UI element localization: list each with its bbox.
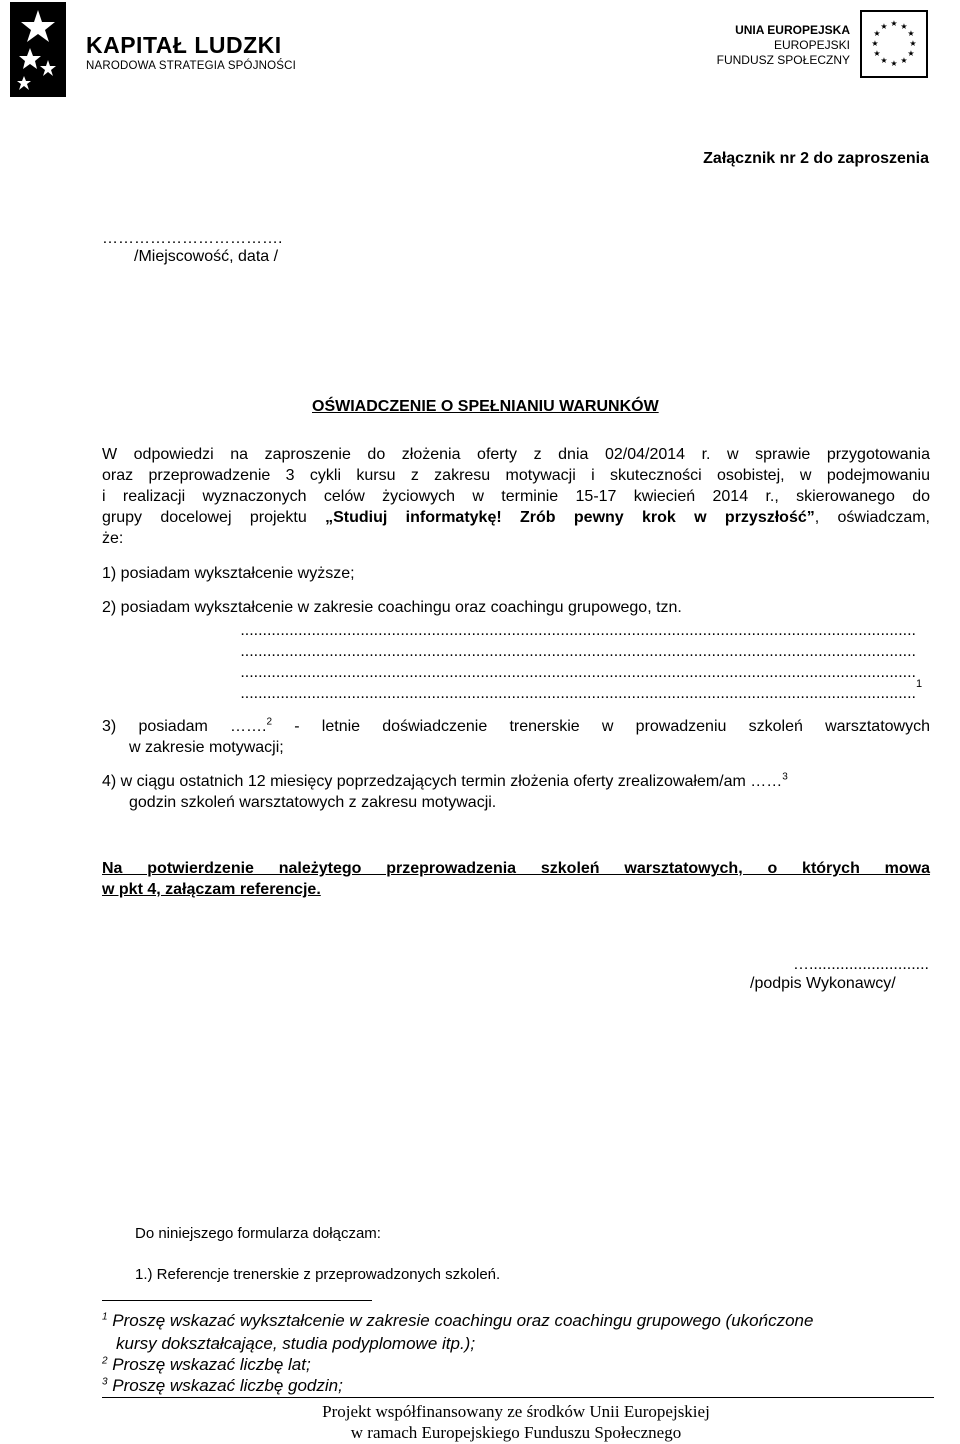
- intro-line-4-end: , oświadczam,: [814, 509, 931, 526]
- svg-text:★: ★: [873, 29, 881, 38]
- footnote-1-number: 1: [102, 1311, 108, 1323]
- svg-text:★: ★: [907, 29, 915, 38]
- item-4-start: 4) w ciągu ostatnich 12 miesięcy poprzedzających termin złożenia oferty zrealizowałem/am ……: [102, 773, 783, 790]
- eu-flag-icon: [860, 10, 928, 78]
- intro-line-1: W odpowiedzi na zaproszenie do złożenia oferty z dnia 02/04/2014 r. w sprawie przygotowania: [102, 446, 930, 463]
- item-1: 1) posiadam wykształcenie wyższe;: [102, 565, 355, 582]
- footer: [102, 1401, 930, 1443]
- footnote-2: [102, 1354, 311, 1376]
- place-date-label: /Miejscowość, data /: [134, 248, 279, 265]
- svg-text:★: ★: [900, 56, 908, 65]
- kapital-ludzki-subtitle: NARODOWA STRATEGIA SPÓJNOŚCI: [86, 60, 297, 72]
- item-2-dots-4: ........................................................................................................................................................: [240, 685, 916, 702]
- project-name: „Studiuj informatykę! Zrób pewny krok w przyszłość”: [325, 509, 815, 526]
- kapital-ludzki-emblem-icon: [10, 2, 66, 97]
- footnote-3-number: 3: [102, 1376, 108, 1388]
- eu-logo: [690, 10, 930, 82]
- item-3: [102, 716, 930, 737]
- eu-logo-line1: UNIA EUROPEJSKA: [735, 23, 850, 37]
- attachments-heading: Do niniejszego formularza dołączam:: [135, 1225, 381, 1242]
- item-3-end: - letnie doświadczenie trenerskie w prowadzeniu szkoleń warsztatowych: [272, 718, 931, 735]
- svg-text:★: ★: [880, 56, 888, 65]
- item-3-start: 3) posiadam …….: [102, 718, 267, 735]
- signature-label: /podpis Wykonawcy/: [750, 975, 896, 992]
- item-3-continuation: w zakresie motywacji;: [129, 739, 284, 756]
- svg-text:★: ★: [909, 39, 917, 48]
- intro-line-4-start: grupy docelowej projektu: [102, 509, 326, 526]
- svg-text:★: ★: [900, 22, 908, 31]
- eu-logo-line3: FUNDUSZ SPOŁECZNY: [716, 53, 850, 67]
- footer-rule: [102, 1397, 934, 1398]
- intro-line-4: [102, 507, 930, 528]
- svg-text:★: ★: [890, 59, 898, 68]
- footnote-3-text: Proszę wskazać liczbę godzin;: [112, 1376, 343, 1395]
- svg-text:★: ★: [880, 22, 888, 31]
- intro-paragraph: [102, 444, 930, 549]
- attachments-item-1: 1.) Referencje trenerskie z przeprowadzonych szkoleń.: [135, 1266, 501, 1283]
- footnote-1: [102, 1310, 813, 1332]
- item-4: [102, 771, 930, 792]
- signature-dots: …...........................: [792, 956, 929, 973]
- footnote-2-text: Proszę wskazać liczbę lat;: [112, 1355, 311, 1374]
- confirmation-line-1: Na potwierdzenie należytego przeprowadzenia szkoleń warsztatowych, o których mowa: [102, 860, 930, 877]
- intro-line-5: że:: [102, 530, 124, 547]
- svg-text:★: ★: [907, 49, 915, 58]
- document-title: OŚWIADCZENIE O SPEŁNIANIU WARUNKÓW: [312, 398, 659, 415]
- svg-text:★: ★: [890, 19, 898, 28]
- confirmation-line-2: w pkt 4, załączam referencje.: [102, 881, 321, 898]
- attachment-label: Załącznik nr 2 do zaproszenia: [703, 150, 929, 167]
- item-2-dots-1: ........................................................................................................................................................: [240, 622, 916, 639]
- footnote-ref-1: 1: [916, 678, 923, 690]
- kapital-ludzki-title: KAPITAŁ LUDZKI: [86, 32, 282, 58]
- footnote-ref-3: 3: [782, 771, 788, 783]
- intro-line-2: oraz przeprowadzenie 3 cykli kursu z zakresu motywacji i skuteczności osobistej, w podejmowaniu: [102, 467, 930, 484]
- footnote-1-continuation: kursy dokształcające, studia podyplomowe itp.);: [116, 1334, 476, 1353]
- eu-logo-line2: EUROPEJSKI: [773, 38, 850, 52]
- kapital-ludzki-logo: [10, 2, 300, 97]
- item-2-dots-3: ........................................................................................................................................................: [240, 664, 916, 681]
- item-4-continuation: godzin szkoleń warsztatowych z zakresu motywacji.: [129, 794, 497, 811]
- intro-line-3: i realizacji wyznaczonych celów życiowych w terminie 15-17 kwiecień 2014 r., skierowanego do: [102, 488, 930, 505]
- footnote-separator: [102, 1300, 372, 1301]
- footnote-1-text: Proszę wskazać wykształcenie w zakresie coachingu oraz coachingu grupowego (ukończone: [112, 1311, 814, 1330]
- svg-text:★: ★: [873, 49, 881, 58]
- item-2: 2) posiadam wykształcenie w zakresie coachingu oraz coachingu grupowego, tzn.: [102, 599, 682, 616]
- footnote-ref-2: 2: [266, 716, 273, 728]
- footnote-3: [102, 1375, 343, 1397]
- footer-line-1: Projekt współfinansowany ze środków Unii Europejskiej: [322, 1402, 710, 1421]
- footer-line-2: w ramach Europejskiego Funduszu Społecznego: [350, 1423, 682, 1442]
- item-2-dots-2: ........................................................................................................................................................: [240, 643, 916, 660]
- svg-text:★: ★: [871, 39, 879, 48]
- footnote-2-number: 2: [102, 1355, 108, 1367]
- place-date-dots: …………………………….: [102, 230, 283, 247]
